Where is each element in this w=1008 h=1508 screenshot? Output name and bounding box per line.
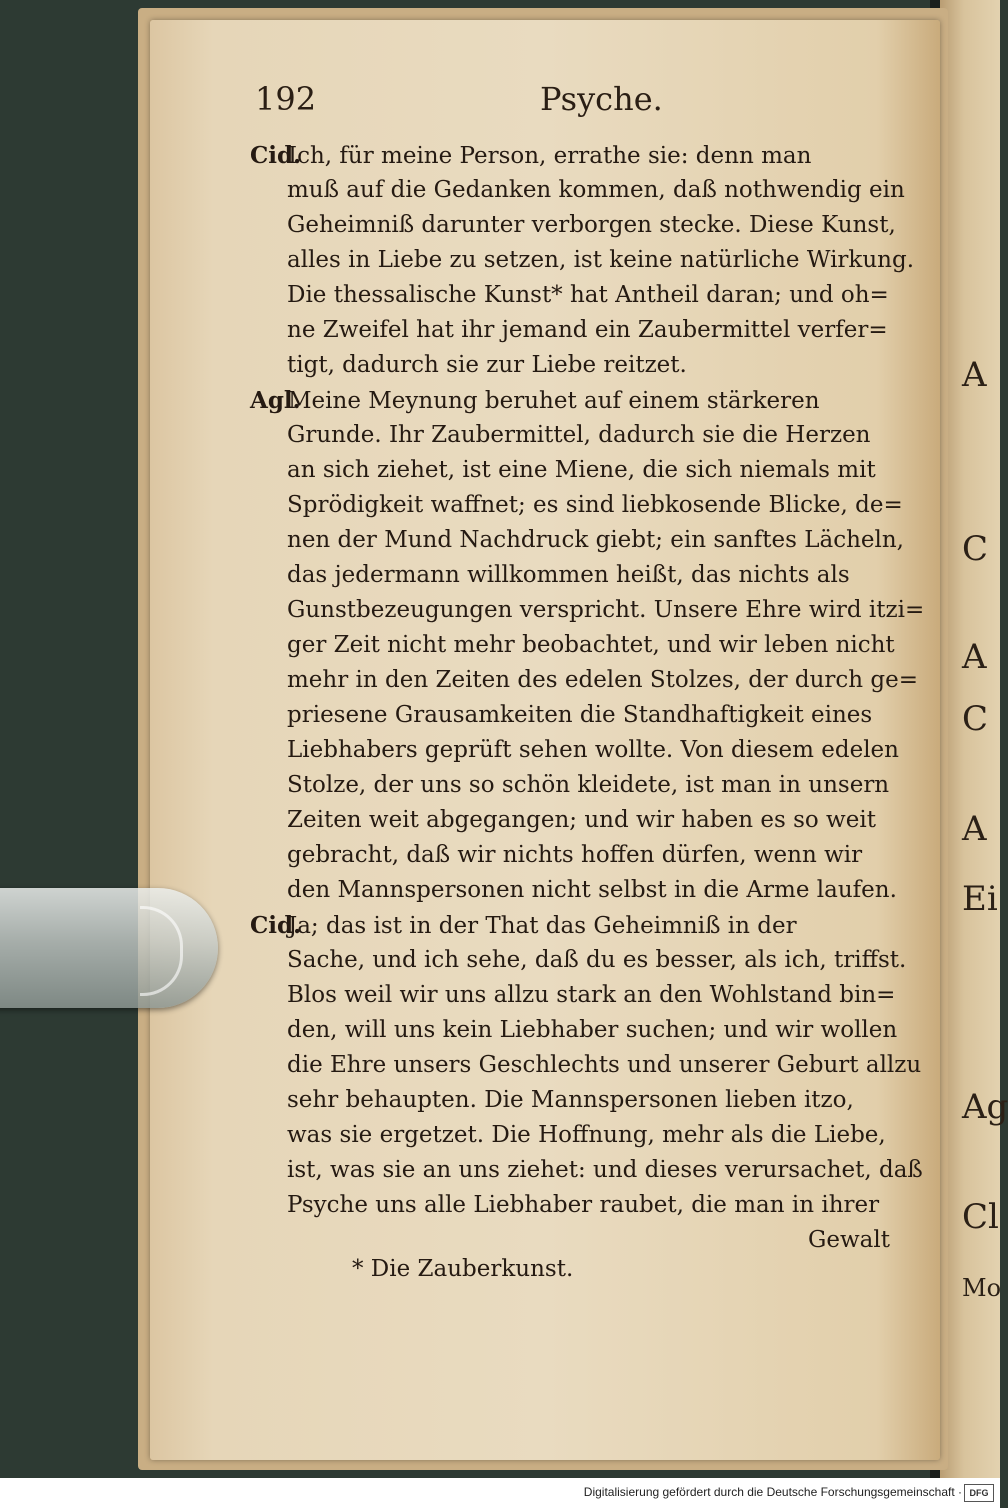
- line-text: ger Zeit nicht mehr beobachtet, und wir leben nicht: [287, 632, 895, 658]
- text-line: [250, 1013, 900, 1048]
- text-line: [250, 418, 900, 453]
- line-text: sehr behaupten. Die Mannspersonen lieben itzo,: [287, 1087, 854, 1113]
- catchword: Gewalt: [808, 1227, 890, 1253]
- line-text: ist, was sie an uns ziehet: und dieses verursachet, daß: [287, 1157, 923, 1183]
- line-text: Zeiten weit abgegangen; und wir haben es so weit: [287, 807, 876, 833]
- text-line: [250, 733, 900, 768]
- text-line: [250, 173, 905, 208]
- text-line: [250, 1048, 922, 1083]
- line-text: Sprödigkeit waffnet; es sind liebkosende Blicke, de=: [287, 492, 903, 518]
- line-text: Grunde. Ihr Zaubermittel, dadurch sie die Herzen: [287, 422, 871, 448]
- text-line: [250, 523, 904, 558]
- line-text: die Ehre unsers Geschlechts und unserer Geburt allzu: [287, 1052, 922, 1078]
- line-text: den Mannspersonen nicht selbst in die Arme laufen.: [287, 877, 897, 903]
- line-text: tigt, dadurch sie zur Liebe reitzet.: [287, 352, 687, 378]
- text-line: [250, 243, 915, 278]
- text-line: [250, 908, 900, 943]
- facing-page-fragment: Ag: [962, 1087, 1008, 1127]
- line-text: Ich, für meine Person, errathe sie: denn man: [288, 143, 812, 169]
- text-line: [250, 768, 900, 803]
- text-line: [250, 1188, 900, 1223]
- line-text: Die thessalische Kunst* hat Antheil daran; und oh=: [287, 282, 889, 308]
- facing-page-fragment: A: [962, 355, 987, 395]
- footer-bar: [0, 1478, 1000, 1508]
- speaker-label: Cid.: [250, 912, 302, 939]
- line-text: Ja; das ist in der That das Geheimniß in der: [288, 913, 797, 939]
- line-text: priesene Grausamkeiten die Standhaftigkeit eines: [287, 702, 873, 728]
- line-text: Liebhabers geprüft sehen wollte. Von diesem edelen: [287, 737, 899, 763]
- facing-page-fragment: C: [962, 699, 989, 739]
- text-line: [250, 453, 900, 488]
- line-text: an sich ziehet, ist eine Miene, die sich niemals mit: [287, 457, 876, 483]
- speaker-label: Agl.: [250, 387, 301, 414]
- facing-page-fragment: Cl: [962, 1197, 999, 1237]
- facing-page-edge: [940, 0, 1000, 1478]
- text-line: [250, 313, 900, 348]
- line-text: ne Zweifel hat ihr jemand ein Zaubermittel verfer=: [287, 317, 888, 343]
- running-title: Psyche.: [540, 80, 663, 118]
- text-line: [250, 943, 907, 978]
- line-text: Blos weil wir uns allzu stark an den Wohlstand bin=: [287, 982, 896, 1008]
- facing-page-fragment: Ei: [962, 879, 998, 919]
- text-line: [250, 348, 900, 383]
- footer-credit: Digitalisierung gefördert durch die Deutsche Forschungsgemeinschaft ·: [583, 1485, 962, 1499]
- text-line: [250, 1153, 923, 1188]
- text-line: [250, 383, 900, 418]
- line-text: Meine Meynung beruhet auf einem stärkeren: [288, 388, 820, 414]
- text-line: [250, 1083, 900, 1118]
- text-line: [250, 698, 900, 733]
- facing-page-fragment: Mo: [962, 1274, 1002, 1302]
- page-clip: [0, 888, 218, 1008]
- text-line: [250, 488, 903, 523]
- clip-highlight: [140, 906, 183, 996]
- line-text: mehr in den Zeiten des edelen Stolzes, der durch ge=: [287, 667, 919, 693]
- line-text: was sie ergetzet. Die Hoffnung, mehr als die Liebe,: [287, 1122, 886, 1148]
- line-text: Geheimniß darunter verborgen stecke. Diese Kunst,: [287, 212, 896, 238]
- line-text: muß auf die Gedanken kommen, daß nothwendig ein: [287, 177, 905, 203]
- text-line: [250, 803, 900, 838]
- body-text: [250, 138, 925, 1258]
- text-line: [250, 663, 919, 698]
- text-line: [250, 978, 900, 1013]
- line-text: Sache, und ich sehe, daß du es besser, als ich, triffst.: [287, 947, 907, 973]
- facing-page-fragment: A: [962, 637, 987, 677]
- text-line: [250, 138, 900, 173]
- dfg-logo: DFG: [964, 1484, 994, 1502]
- page-number: 192: [255, 80, 317, 118]
- line-text: gebracht, daß wir nichts hoffen dürfen, wenn wir: [287, 842, 863, 868]
- line-text: den, will uns kein Liebhaber suchen; und wir wollen: [287, 1017, 898, 1043]
- footnote: * Die Zauberkunst.: [352, 1256, 574, 1282]
- line-text: Gunstbezeugungen verspricht. Unsere Ehre wird itzi=: [287, 597, 925, 623]
- page-header: [255, 80, 895, 130]
- line-text: alles in Liebe zu setzen, ist keine natürliche Wirkung.: [287, 247, 915, 273]
- text-line: [250, 593, 925, 628]
- line-text: nen der Mund Nachdruck giebt; ein sanftes Lächeln,: [287, 527, 904, 553]
- text-line: [250, 278, 900, 313]
- line-text: Stolze, der uns so schön kleidete, ist man in unsern: [287, 772, 890, 798]
- speaker-label: Cid.: [250, 142, 302, 169]
- text-line: [250, 838, 900, 873]
- text-line: [250, 628, 900, 663]
- text-line: [250, 873, 900, 908]
- facing-page-fragment: C: [962, 529, 989, 569]
- facing-page-fragment: A: [962, 809, 987, 849]
- text-line: [250, 558, 900, 593]
- line-text: das jedermann willkommen heißt, das nichts als: [287, 562, 850, 588]
- text-line: [250, 1118, 900, 1153]
- text-line: [250, 208, 900, 243]
- line-text: Psyche uns alle Liebhaber raubet, die man in ihrer: [287, 1192, 880, 1218]
